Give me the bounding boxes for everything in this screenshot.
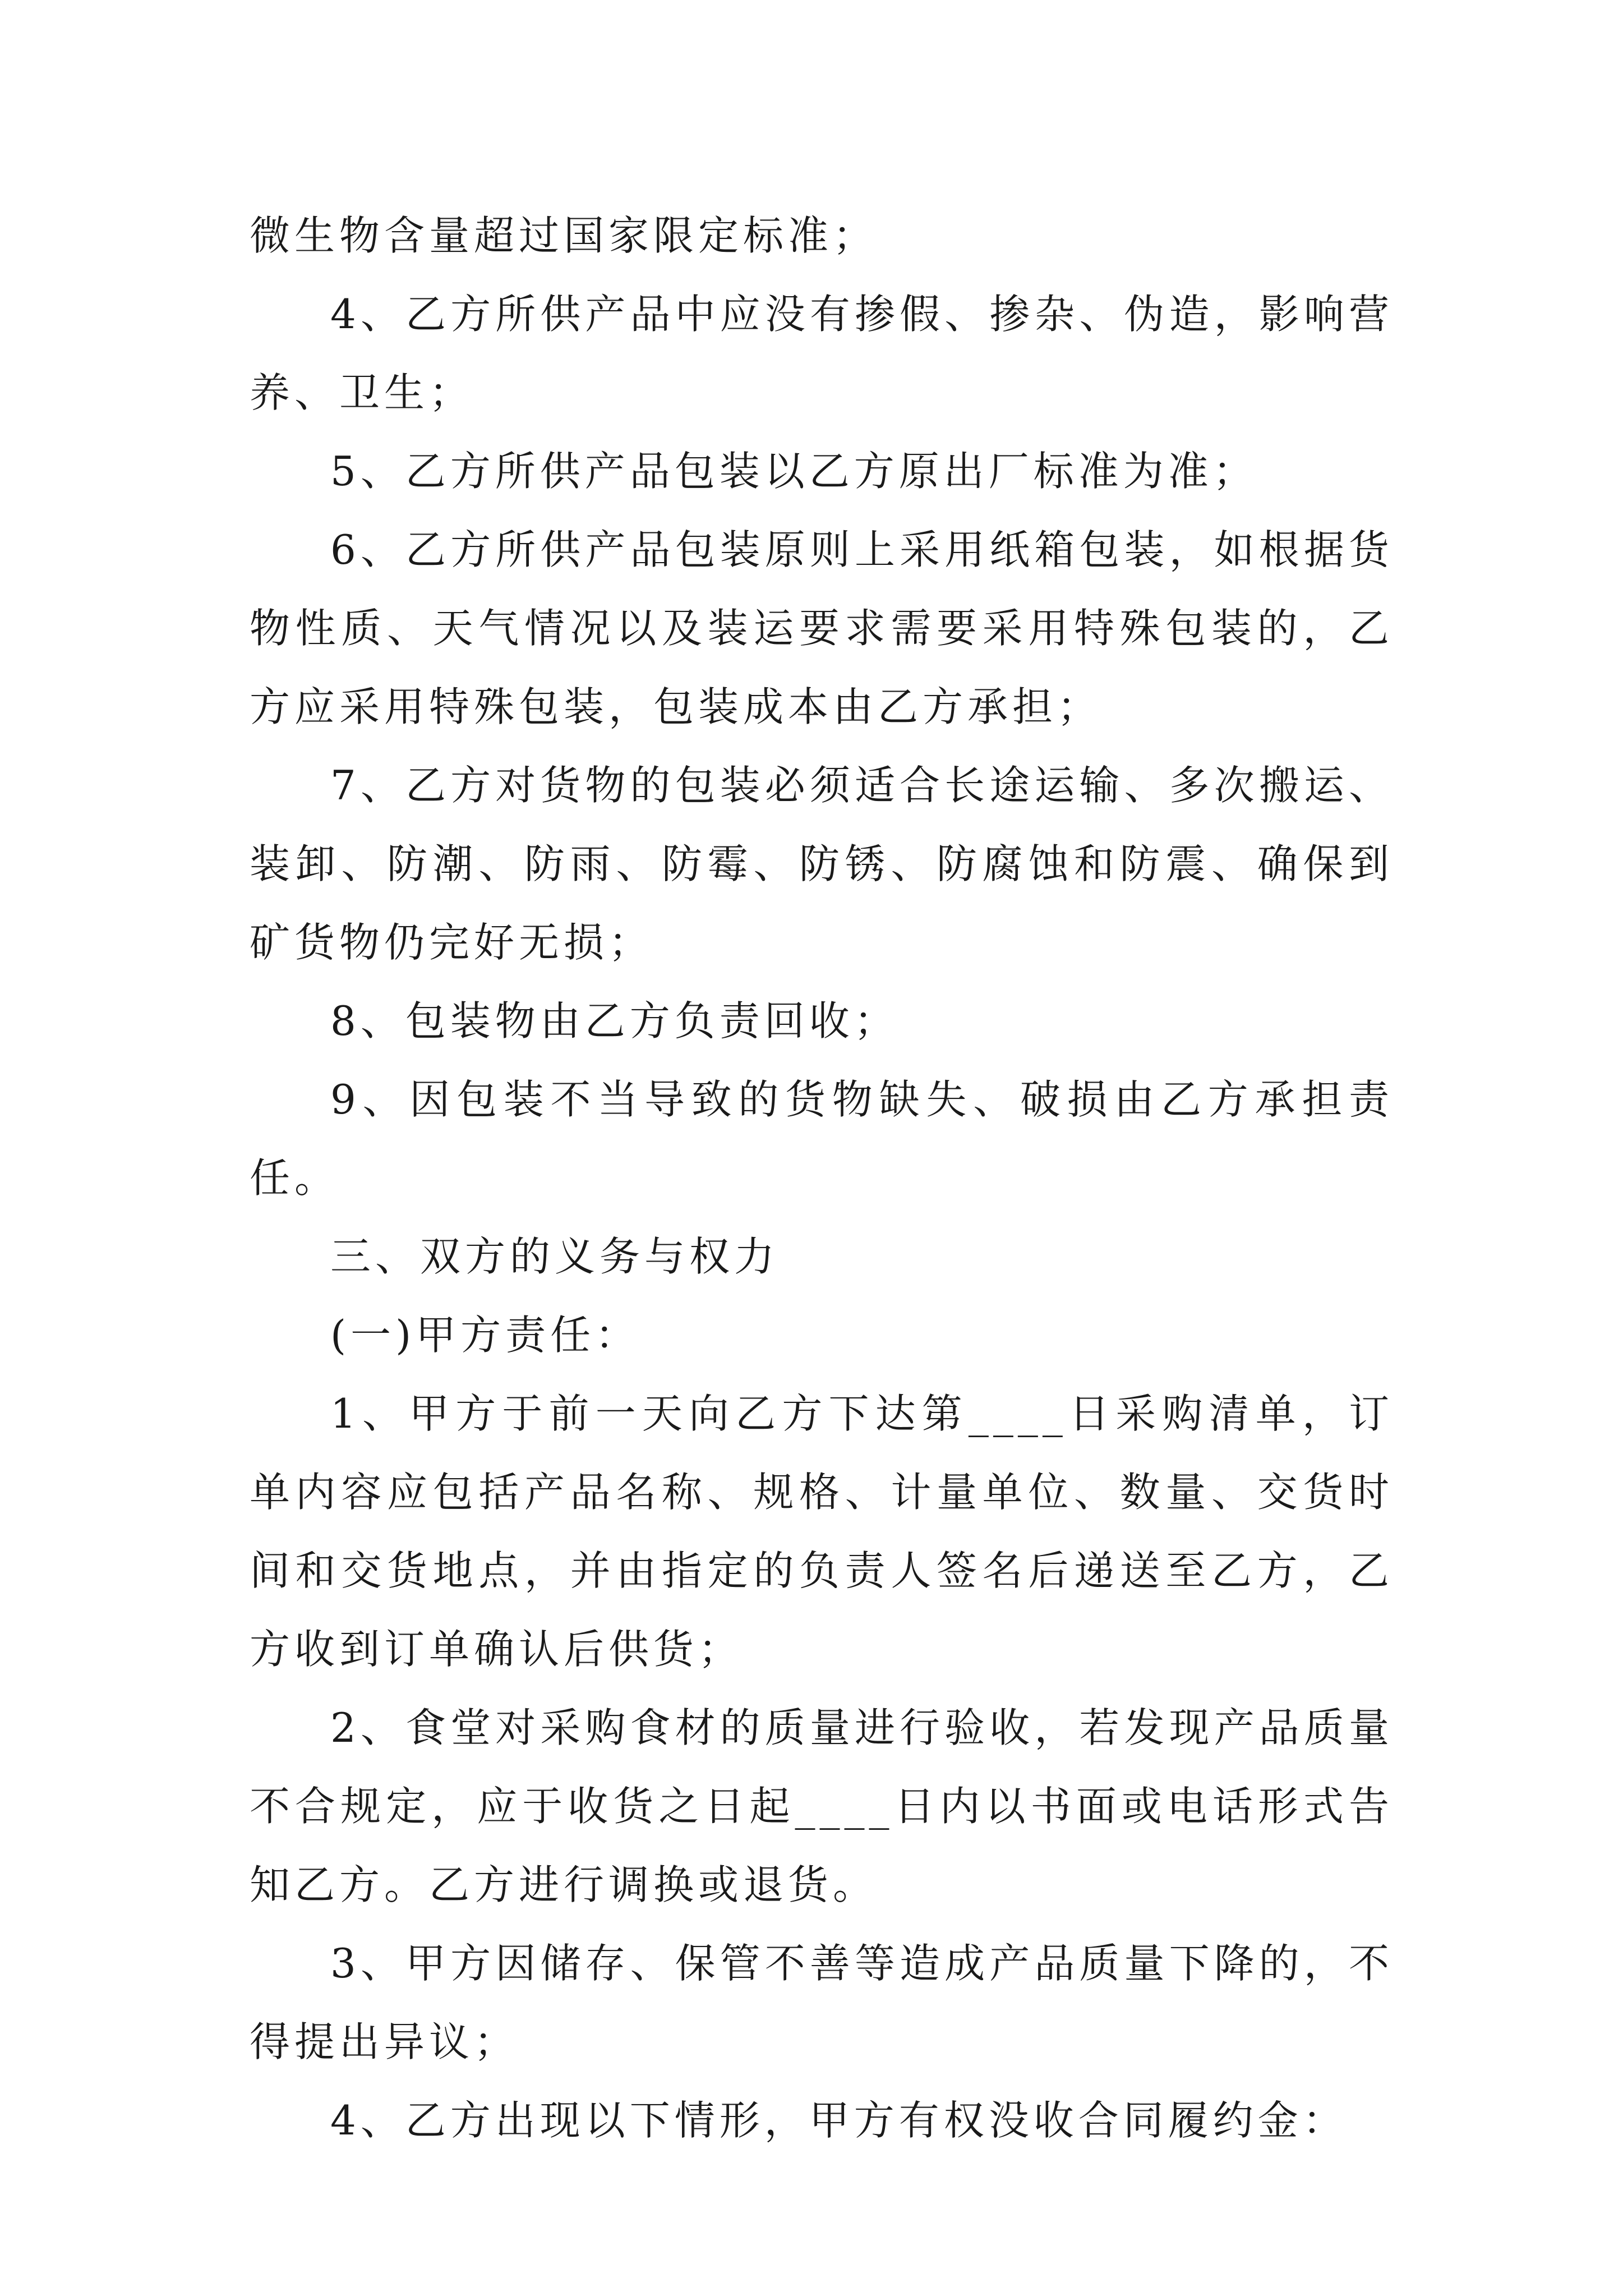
paragraph-microbe-standard: 微生物含量超过国家限定标准； — [250, 212, 878, 259]
document-body — [250, 196, 1394, 2160]
paragraph-a-item-4-forfeit: 4、乙方出现以下情形，甲方有权没收合同履约金： — [330, 2097, 1348, 2144]
section-heading-obligations: 三、双方的义务与权力 — [330, 1233, 780, 1280]
paragraph-a-item-1-purchase-list: 1、甲方于前一天向乙方下达第____日采购清单，订单内容应包括产品名称、规格、计量单位、数量、交货时间和交货地点，并由指定的负责人签名后递送至乙方，乙方收到订单确认后供货； — [250, 1390, 1394, 1673]
subsection-heading-party-a: (一)甲方责任： — [330, 1312, 640, 1359]
paragraph-item-7-transport-packaging: 7、乙方对货物的包装必须适合长途运输、多次搬运、装卸、防潮、防雨、防霉、防锈、防腐蚀和防震、确保到矿货物仍完好无损； — [250, 762, 1394, 966]
paragraph-a-item-2-inspection: 2、食堂对采购食材的质量进行验收，若发现产品质量不合规定，应于收货之日起____日内以书面或电话形式告知乙方。乙方进行调换或退货。 — [250, 1704, 1394, 1908]
paragraph-item-4-no-adulteration: 4、乙方所供产品中应没有掺假、掺杂、伪造，影响营养、卫生； — [250, 291, 1394, 416]
paragraph-item-9-liability: 9、因包装不当导致的货物缺失、破损由乙方承担责任。 — [250, 1076, 1394, 1202]
paragraph-item-6-carton-packaging: 6、乙方所供产品包装原则上采用纸箱包装，如根据货物性质、天气情况以及装运要求需要采用特殊包装的，乙方应采用特殊包装，包装成本由乙方承担； — [250, 526, 1394, 730]
paragraph-item-5-packaging-standard: 5、乙方所供产品包装以乙方原出厂标准为准； — [330, 448, 1258, 495]
paragraph-item-8-recycling: 8、包装物由乙方负责回收； — [330, 997, 899, 1045]
paragraph-a-item-3-storage: 3、甲方因储存、保管不善等造成产品质量下降的，不得提出异议； — [250, 1940, 1394, 2065]
